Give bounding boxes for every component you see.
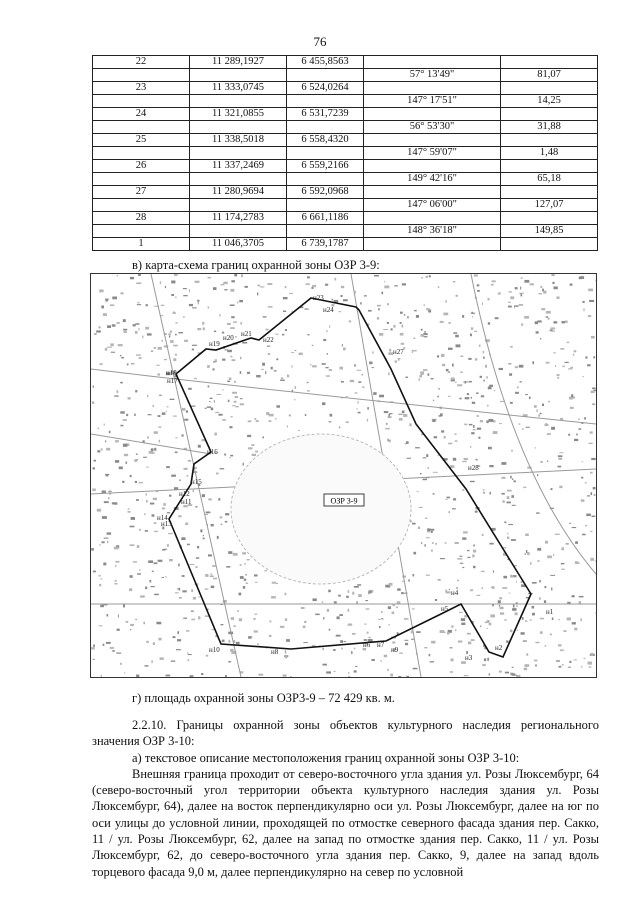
direction-angle-cell: 147° 06'00" <box>364 199 501 212</box>
park-area <box>231 434 411 584</box>
subheading: а) текстовое описание местоположения границ охранной зоны ОЗР 3-10: <box>132 750 520 765</box>
point-number-cell: 23 <box>93 82 190 95</box>
area-statement <box>92 690 599 706</box>
x-coordinate-cell: 11 321,0855 <box>190 108 287 121</box>
x-coordinate-cell: 11 280,9694 <box>190 186 287 199</box>
point-number-cell <box>93 147 190 160</box>
map-point-label: н18 <box>166 369 177 377</box>
point-number-cell: 1 <box>93 238 190 251</box>
segment-length-cell <box>501 186 598 199</box>
map-point-label: н7 <box>377 641 385 649</box>
segment-row <box>93 173 598 186</box>
x-coordinate-cell <box>190 173 287 186</box>
zone-map <box>90 273 597 678</box>
segment-length-cell <box>501 160 598 173</box>
point-number-cell: 22 <box>93 56 190 69</box>
segment-length-cell: 65,18 <box>501 173 598 186</box>
map-point-label: н22 <box>263 336 274 344</box>
segment-row <box>93 95 598 108</box>
y-coordinate-cell <box>287 147 364 160</box>
map-point-label: н20 <box>223 334 234 342</box>
coordinate-row <box>93 160 598 173</box>
map-point-label: н10 <box>209 646 220 654</box>
coordinate-row <box>93 238 598 251</box>
point-number-cell: 27 <box>93 186 190 199</box>
direction-angle-cell <box>364 56 501 69</box>
map-point-label: н1 <box>546 608 554 616</box>
y-coordinate-cell: 6 524,0264 <box>287 82 364 95</box>
direction-angle-cell <box>364 134 501 147</box>
direction-angle-cell: 56° 53'30" <box>364 121 501 134</box>
x-coordinate-cell <box>190 69 287 82</box>
coordinate-row <box>93 108 598 121</box>
direction-angle-cell <box>364 212 501 225</box>
direction-angle-cell: 149° 42'16" <box>364 173 501 186</box>
y-coordinate-cell: 6 455,8563 <box>287 56 364 69</box>
map-point-label: н24 <box>323 306 334 314</box>
segment-length-cell <box>501 56 598 69</box>
coordinate-row <box>93 56 598 69</box>
segment-length-cell <box>501 212 598 225</box>
direction-angle-cell <box>364 82 501 95</box>
segment-length-cell: 127,07 <box>501 199 598 212</box>
point-number-cell <box>93 225 190 238</box>
x-coordinate-cell <box>190 199 287 212</box>
y-coordinate-cell: 6 739,1787 <box>287 238 364 251</box>
y-coordinate-cell <box>287 225 364 238</box>
y-coordinate-cell <box>287 121 364 134</box>
map-point-label: н17 <box>167 377 178 385</box>
map-point-label: н2 <box>495 644 503 652</box>
map-point-label: н28 <box>468 464 479 472</box>
map-caption: в) карта-схема границ охранной зоны ОЗР 3-9: <box>132 258 380 272</box>
map-point-label: н12 <box>179 490 190 498</box>
segment-row <box>93 121 598 134</box>
segment-length-cell: 149,85 <box>501 225 598 238</box>
x-coordinate-cell <box>190 121 287 134</box>
map-point-label: н13 <box>161 520 172 528</box>
point-number-cell: 25 <box>93 134 190 147</box>
segment-length-cell: 1,48 <box>501 147 598 160</box>
point-number-cell <box>93 121 190 134</box>
map-point-label: н9 <box>391 646 399 654</box>
segment-length-cell <box>501 82 598 95</box>
x-coordinate-cell <box>190 95 287 108</box>
x-coordinate-cell: 11 333,0745 <box>190 82 287 95</box>
zone-label: ОЗР 3-9 <box>330 496 358 506</box>
point-number-cell <box>93 199 190 212</box>
map-point-label: н19 <box>209 340 220 348</box>
x-coordinate-cell: 11 337,2469 <box>190 160 287 173</box>
map-point-label: н27 <box>393 348 404 356</box>
segment-length-cell <box>501 134 598 147</box>
map-point-label: н14 <box>157 514 168 522</box>
point-number-cell <box>93 173 190 186</box>
direction-angle-cell <box>364 186 501 199</box>
direction-angle-cell <box>364 108 501 121</box>
area-line: г) площадь охранной зоны ОЗР3-9 – 72 429 кв. м. <box>132 691 395 705</box>
section-text <box>92 717 599 880</box>
segment-row <box>93 69 598 82</box>
x-coordinate-cell: 11 174,2783 <box>190 212 287 225</box>
x-coordinate-cell: 11 338,5018 <box>190 134 287 147</box>
direction-angle-cell: 57° 13'49" <box>364 69 501 82</box>
point-number-cell: 24 <box>93 108 190 121</box>
body-paragraph: Внешняя граница проходит от северо-восточного угла здания ул. Розы Люксембург, 64 (северо-восточный угол территории объекта культурного наследия здания ул. Розы Люксембург, 64), далее на восток перпендикулярно оси ул. Розы Люксембург, далее на юг по оси улицы до условной линии, проходящей по отмостке северного фасада здания пер. Сакко, 11 / ул. Розы Люксембург, 62, далее на запад по отмостке здания пер. Сакко, 11 / ул. Розы Люксембург, 62, до северо-восточного угла здания пер. Сакко, 9, далее на запад вдоль торцевого фасада 9,0 м, далее перпендикулярно на север по условной <box>92 766 599 879</box>
y-coordinate-cell: 6 661,1186 <box>287 212 364 225</box>
coordinate-row <box>93 212 598 225</box>
direction-angle-cell: 147° 59'07" <box>364 147 501 160</box>
direction-angle-cell: 148° 36'18" <box>364 225 501 238</box>
map-point-label: н8 <box>271 648 279 656</box>
direction-angle-cell <box>364 238 501 251</box>
point-number-cell <box>93 95 190 108</box>
segment-row <box>93 225 598 238</box>
map-point-label: н4 <box>451 589 459 597</box>
y-coordinate-cell: 6 592,0968 <box>287 186 364 199</box>
section-heading: 2.2.10. Границы охранной зоны объектов культурного наследия регионального значения ОЗР 3-10: <box>92 718 599 749</box>
map-point-label: н23 <box>313 294 324 302</box>
map-point-label: н3 <box>465 654 473 662</box>
x-coordinate-cell <box>190 147 287 160</box>
coordinate-row <box>93 186 598 199</box>
zone-map-drawing <box>91 274 596 677</box>
y-coordinate-cell: 6 558,4320 <box>287 134 364 147</box>
y-coordinate-cell <box>287 69 364 82</box>
x-coordinate-cell: 11 289,1927 <box>190 56 287 69</box>
y-coordinate-cell: 6 559,2166 <box>287 160 364 173</box>
point-number-cell <box>93 69 190 82</box>
segment-length-cell: 81,07 <box>501 69 598 82</box>
map-point-label: н15 <box>191 478 202 486</box>
y-coordinate-cell: 6 531,7239 <box>287 108 364 121</box>
map-point-label: н21 <box>241 330 252 338</box>
x-coordinate-cell: 11 046,3705 <box>190 238 287 251</box>
coordinate-row <box>93 134 598 147</box>
segment-row <box>93 199 598 212</box>
map-point-label: н6 <box>363 641 371 649</box>
page-number: 76 <box>313 34 327 49</box>
y-coordinate-cell <box>287 173 364 186</box>
segment-length-cell <box>501 108 598 121</box>
segment-length-cell <box>501 238 598 251</box>
y-coordinate-cell <box>287 95 364 108</box>
point-number-cell: 28 <box>93 212 190 225</box>
segment-row <box>93 147 598 160</box>
coordinates-table <box>92 55 598 251</box>
y-coordinate-cell <box>287 199 364 212</box>
map-point-label: н5 <box>441 605 449 613</box>
map-point-label: н11 <box>181 498 192 506</box>
x-coordinate-cell <box>190 225 287 238</box>
direction-angle-cell <box>364 160 501 173</box>
point-number-cell: 26 <box>93 160 190 173</box>
segment-length-cell: 14,25 <box>501 95 598 108</box>
direction-angle-cell: 147° 17'51" <box>364 95 501 108</box>
map-point-label: н16 <box>207 448 218 456</box>
coordinate-row <box>93 82 598 95</box>
segment-length-cell: 31,88 <box>501 121 598 134</box>
